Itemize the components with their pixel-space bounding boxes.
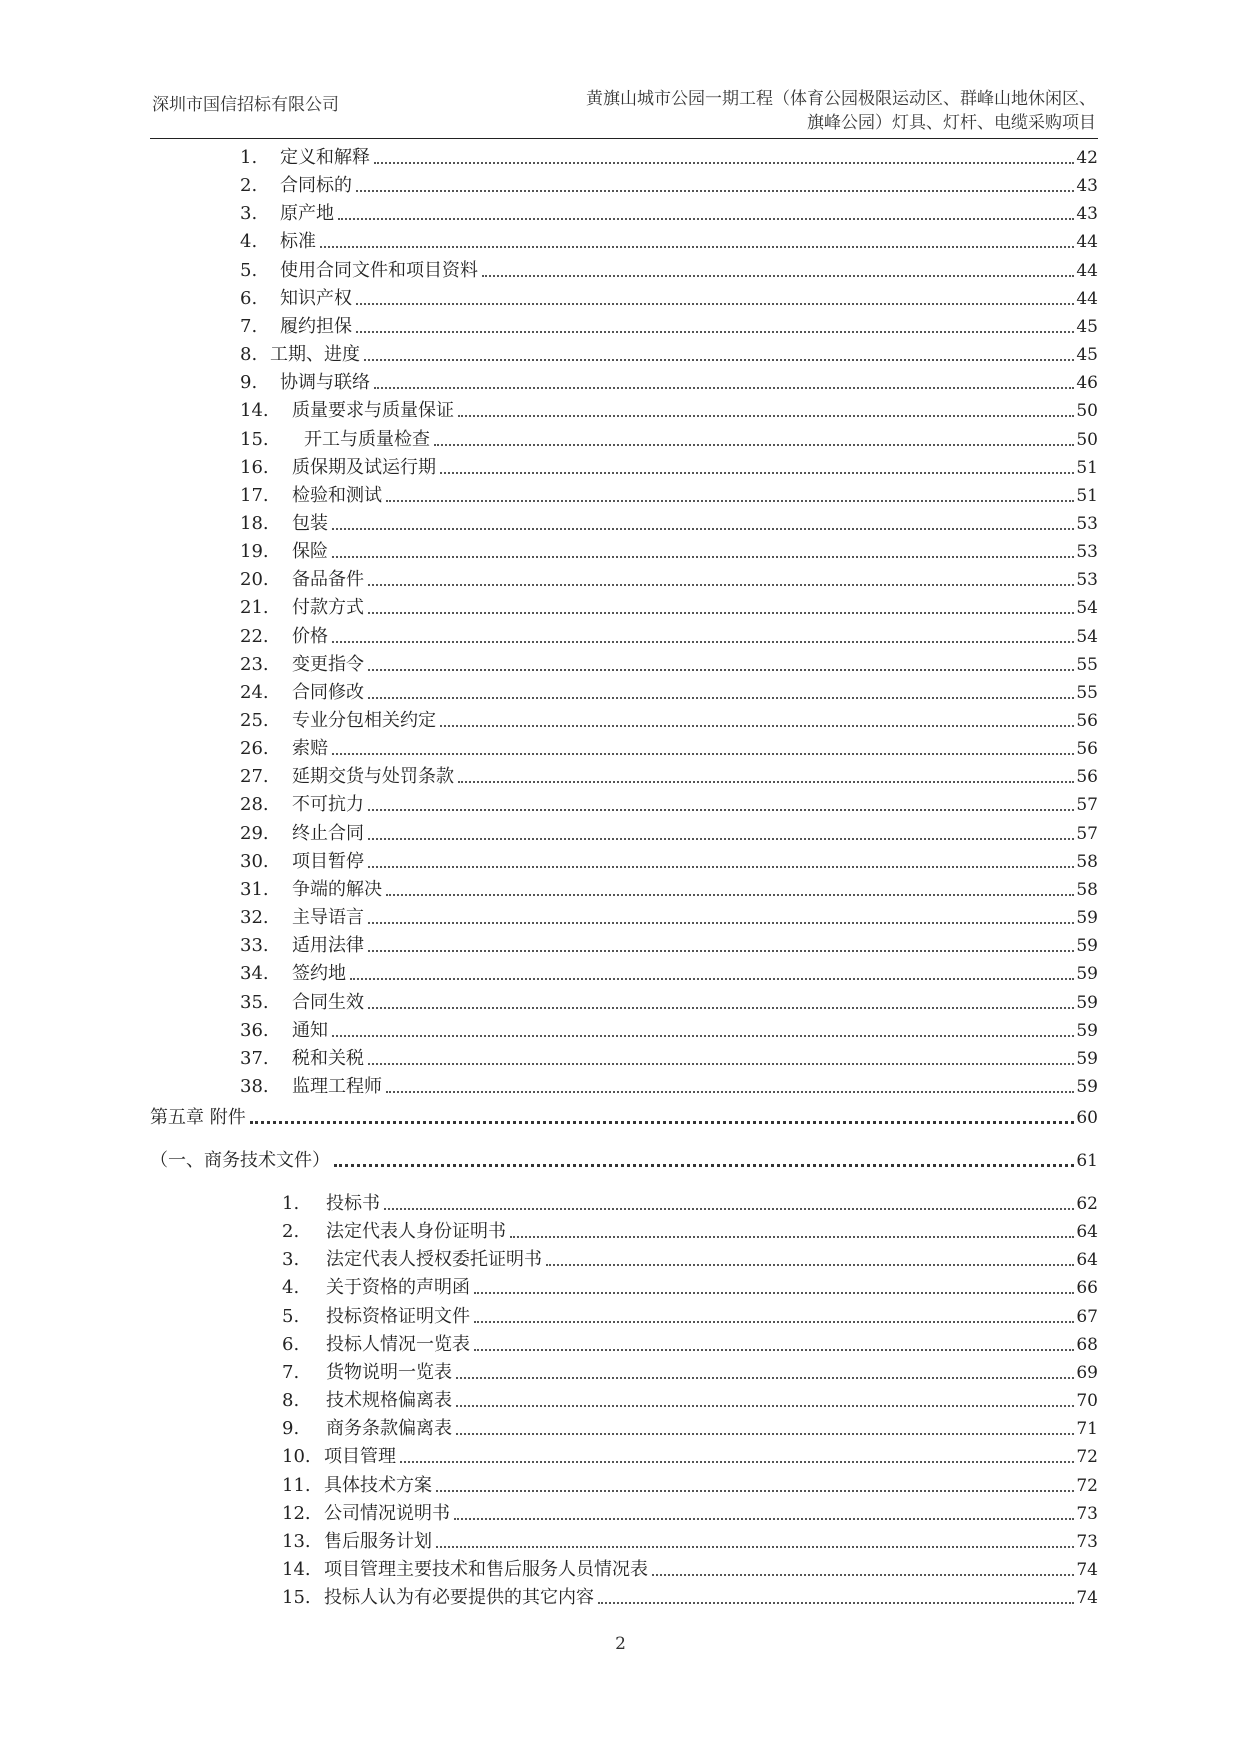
toc-item-title: 签约地 (292, 963, 346, 985)
toc-item-title: 不可抗力 (292, 794, 364, 816)
toc-leader-dots (332, 1035, 1074, 1037)
toc-leader-dots (368, 838, 1074, 840)
toc-leader-dots (250, 1121, 1075, 1124)
toc-item-number: 19. (240, 541, 269, 563)
toc-item-title: 延期交货与处罚条款 (292, 766, 454, 788)
toc-item-number: 8. (240, 344, 258, 366)
toc-item-title: 变更指令 (292, 653, 364, 675)
toc-item-title: 通知 (292, 1019, 328, 1041)
toc-page-number: 57 (1076, 795, 1098, 816)
toc-item-title: 主导语言 (292, 907, 364, 929)
toc-row[interactable] (240, 171, 1098, 197)
toc-leader-dots (332, 556, 1074, 558)
toc-item-title: 履约担保 (280, 315, 352, 337)
toc-page-number: 66 (1076, 1278, 1098, 1299)
toc-row[interactable] (282, 1442, 1098, 1468)
toc-row[interactable] (282, 1217, 1098, 1243)
toc-leader-dots (368, 809, 1074, 811)
toc-item-title: 工期、进度 (270, 344, 360, 366)
header-project-line-1: 黄旗山城市公园一期工程（体育公园极限运动区、群峰山地休闲区、 (586, 89, 1096, 109)
toc-leader-dots (386, 894, 1074, 896)
toc-item-number: 4. (240, 231, 258, 253)
toc-row[interactable] (240, 368, 1098, 394)
toc-item-title: 投标书 (326, 1193, 380, 1214)
toc-item-number: 29. (240, 822, 269, 844)
toc-item-number: 9. (240, 372, 258, 394)
toc-item-number: 30. (240, 850, 269, 872)
toc-page-number: 64 (1076, 1222, 1098, 1243)
toc-item-number: 38. (240, 1075, 269, 1097)
toc-leader-dots (458, 781, 1074, 783)
toc-row[interactable] (240, 312, 1098, 338)
toc-row[interactable] (240, 143, 1098, 169)
toc-row[interactable] (282, 1555, 1098, 1581)
toc-page-number: 71 (1076, 1419, 1098, 1440)
toc-item-title: 付款方式 (292, 597, 364, 619)
toc-page-number: 56 (1076, 739, 1098, 760)
toc-page-number: 54 (1076, 626, 1098, 647)
toc-page-number: 53 (1076, 570, 1098, 591)
toc-page-number: 53 (1076, 513, 1098, 534)
toc-item-number: 9. (282, 1418, 300, 1440)
toc-page-number: 59 (1076, 964, 1098, 985)
toc-row[interactable] (240, 847, 1098, 873)
toc-leader-dots (546, 1264, 1074, 1266)
toc-page-number: 55 (1076, 682, 1098, 703)
toc-leader-dots (436, 1490, 1074, 1492)
toc-page-number: 70 (1076, 1391, 1098, 1412)
toc-leader-dots (440, 472, 1074, 474)
toc-row[interactable] (240, 622, 1098, 648)
toc-row[interactable] (240, 903, 1098, 929)
toc-row[interactable] (240, 931, 1098, 957)
toc-row[interactable] (240, 875, 1098, 901)
toc-leader-dots (474, 1292, 1074, 1294)
toc-page-number: 54 (1076, 598, 1098, 619)
toc-page-number: 73 (1076, 1503, 1098, 1524)
toc-row[interactable] (240, 340, 1098, 366)
toc-leader-dots (368, 697, 1074, 699)
toc-item-number: 4. (282, 1277, 300, 1299)
toc-item-title: 公司情况说明书 (324, 1502, 450, 1524)
toc-row[interactable] (282, 1583, 1098, 1609)
toc-page-number: 73 (1076, 1531, 1098, 1552)
toc-leader-dots (386, 1091, 1074, 1093)
toc-row[interactable] (240, 199, 1098, 225)
toc-page-number: 59 (1076, 908, 1098, 929)
toc-item-number: 8. (282, 1390, 300, 1412)
toc-page-number: 59 (1076, 1076, 1098, 1097)
toc-leader-dots (400, 1461, 1074, 1463)
toc-leader-dots (386, 500, 1074, 502)
toc-item-number: 27. (240, 766, 269, 788)
toc-leader-dots (374, 162, 1074, 164)
toc-row[interactable] (240, 790, 1098, 816)
toc-leader-dots (436, 1546, 1074, 1548)
toc-page-number: 59 (1076, 992, 1098, 1013)
toc-item-number: 3. (282, 1249, 300, 1271)
toc-page-number: 53 (1076, 542, 1098, 563)
toc-item-title: 定义和解释 (280, 147, 370, 168)
toc-item-number: 36. (240, 1019, 269, 1041)
toc-item-title: 索赔 (292, 738, 328, 760)
toc-item-number: 26. (240, 738, 269, 760)
toc-leader-dots (320, 246, 1074, 248)
toc-item-title: 投标人情况一览表 (326, 1333, 470, 1355)
toc-leader-dots (374, 387, 1074, 389)
toc-item-title: 投标资格证明文件 (326, 1305, 470, 1327)
toc-item-title: 质量要求与质量保证 (292, 400, 454, 422)
toc-leader-dots (368, 1007, 1074, 1009)
toc-leader-dots (332, 528, 1074, 530)
toc-page-number: 59 (1076, 1048, 1098, 1069)
toc-item-number: 5. (240, 259, 258, 281)
toc-row[interactable] (240, 425, 1098, 451)
toc-item-title: 价格 (292, 625, 328, 647)
toc-page-number: 55 (1076, 654, 1098, 675)
toc-item-title: 保险 (292, 541, 328, 563)
toc-item-number: 12. (282, 1502, 311, 1524)
toc-row[interactable] (282, 1471, 1098, 1497)
toc-page-number: 69 (1076, 1362, 1098, 1383)
toc-page-number: 45 (1076, 316, 1098, 337)
header-project-line-2: 旗峰公园）灯具、灯杆、电缆采购项目 (807, 113, 1096, 133)
toc-row[interactable] (240, 1072, 1098, 1098)
toc-page-number: 44 (1076, 260, 1098, 281)
toc-page-number: 42 (1076, 148, 1098, 168)
toc-page-number: 72 (1076, 1475, 1098, 1496)
toc-page-number: 45 (1076, 345, 1098, 366)
toc-item-number: 15. (282, 1587, 311, 1609)
toc-item-number: 18. (240, 512, 269, 534)
toc-item-title: 专业分包相关约定 (292, 710, 436, 731)
toc-leader-dots (454, 1518, 1074, 1520)
toc-row[interactable] (282, 1245, 1098, 1271)
toc-leader-dots (368, 669, 1074, 671)
toc-page-number: 62 (1076, 1194, 1098, 1214)
toc-item-number: 32. (240, 907, 269, 929)
toc-page-number: 50 (1076, 429, 1098, 450)
toc-item-title: 协调与联络 (280, 372, 370, 394)
toc-row[interactable] (282, 1386, 1098, 1412)
toc-row[interactable] (240, 284, 1098, 310)
toc-leader-dots (482, 275, 1074, 277)
toc-leader-dots (334, 1164, 1074, 1167)
toc-leader-dots (332, 753, 1074, 755)
toc-page-number: 61 (1076, 1151, 1098, 1171)
toc-leader-dots (350, 978, 1074, 980)
toc-item-title: 使用合同文件和项目资料 (280, 259, 478, 281)
toc-leader-dots (458, 415, 1074, 417)
toc-row[interactable] (240, 453, 1098, 479)
toc-page-number: 44 (1076, 232, 1098, 253)
toc-item-number: 22. (240, 625, 269, 647)
toc-item-number: 6. (240, 287, 258, 309)
toc-leader-dots (456, 1405, 1074, 1407)
toc-item-title: 检验和测试 (292, 484, 382, 506)
toc-item-title: 项目暂停 (292, 850, 364, 872)
toc-page-number: 64 (1076, 1250, 1098, 1271)
toc-item-number: 7. (240, 315, 258, 337)
toc-leader-dots (652, 1574, 1074, 1576)
toc-row[interactable] (240, 706, 1098, 732)
toc-item-title: 法定代表人授权委托证明书 (326, 1249, 542, 1271)
toc-item-number: 28. (240, 794, 269, 816)
toc-row[interactable] (282, 1189, 1098, 1215)
toc-leader-dots (510, 1236, 1074, 1238)
toc-item-number: 15. (240, 428, 269, 450)
toc-row[interactable] (240, 509, 1098, 535)
toc-item-title: 法定代表人身份证明书 (326, 1221, 506, 1243)
toc-item-number: 7. (282, 1361, 300, 1383)
toc-item-title: 合同标的 (280, 175, 352, 197)
toc-leader-dots (368, 922, 1074, 924)
toc-leader-dots (338, 218, 1074, 220)
toc-item-number: 24. (240, 681, 269, 703)
toc-row[interactable] (282, 1330, 1098, 1356)
toc-page-number: 59 (1076, 936, 1098, 957)
toc-page-number: 74 (1076, 1588, 1098, 1609)
toc-leader-dots (368, 1063, 1074, 1065)
toc-page-number: 59 (1076, 1020, 1098, 1041)
header-company: 深圳市国信招标有限公司 (152, 95, 339, 115)
toc-item-title: 合同修改 (292, 681, 364, 703)
toc-item-title: 税和关税 (292, 1047, 364, 1069)
toc-row[interactable] (240, 734, 1098, 760)
toc-item-number: 37. (240, 1047, 269, 1069)
toc-page-number: 51 (1076, 457, 1098, 478)
toc-item-number: 1. (282, 1193, 300, 1214)
toc-item-title: 终止合同 (292, 822, 364, 844)
toc-item-number: 21. (240, 597, 269, 619)
toc-item-title: 质保期及试运行期 (292, 456, 436, 478)
toc-item-number: 33. (240, 935, 269, 957)
toc-item-number: 11. (282, 1474, 311, 1496)
toc-item-title: 合同生效 (292, 991, 364, 1013)
toc-leader-dots (456, 1433, 1074, 1435)
toc-leader-dots (368, 950, 1074, 952)
toc-row[interactable] (240, 481, 1098, 507)
toc-row[interactable] (240, 762, 1098, 788)
toc-page-number: 56 (1076, 711, 1098, 731)
toc-item-title: 第五章 附件 (150, 1107, 246, 1128)
toc-page-number: 57 (1076, 823, 1098, 844)
toc-item-number: 35. (240, 991, 269, 1013)
toc-row[interactable] (240, 1016, 1098, 1042)
toc-leader-dots (598, 1602, 1074, 1604)
toc-item-title: 技术规格偏离表 (326, 1390, 452, 1412)
toc-page-number: 58 (1076, 851, 1098, 872)
toc-leader-dots (364, 359, 1074, 361)
toc-item-title: 关于资格的声明函 (326, 1277, 470, 1299)
toc-item-title: 售后服务计划 (324, 1530, 432, 1552)
toc-row[interactable] (282, 1358, 1098, 1384)
toc-row[interactable] (282, 1414, 1098, 1440)
toc-leader-dots (368, 866, 1074, 868)
toc-leader-dots (368, 612, 1074, 614)
toc-item-title: 争端的解决 (292, 878, 382, 900)
toc-item-title: 备品备件 (292, 569, 364, 591)
toc-item-number: 16. (240, 456, 269, 478)
toc-leader-dots (384, 1208, 1074, 1210)
toc-leader-dots (356, 190, 1074, 192)
toc-item-number: 5. (282, 1305, 300, 1327)
toc-item-number: 34. (240, 963, 269, 985)
toc-leader-dots (474, 1349, 1074, 1351)
toc-item-number: 3. (240, 203, 258, 225)
toc-page-number: 74 (1076, 1559, 1098, 1580)
toc-leader-dots (456, 1377, 1074, 1379)
toc-item-title: 适用法律 (292, 935, 364, 957)
page-number: 2 (615, 1634, 626, 1654)
toc-item-number: 2. (282, 1221, 300, 1243)
toc-item-number: 13. (282, 1530, 311, 1552)
toc-row[interactable] (282, 1302, 1098, 1328)
toc-item-title: 商务条款偏离表 (326, 1418, 452, 1440)
toc-row[interactable] (240, 565, 1098, 591)
toc-item-title: 知识产权 (280, 287, 352, 309)
toc-page-number: 58 (1076, 879, 1098, 900)
toc-leader-dots (434, 444, 1074, 446)
toc-item-number: 14. (240, 400, 269, 422)
toc-item-title: 项目管理主要技术和售后服务人员情况表 (324, 1558, 648, 1580)
toc-item-number: 14. (282, 1558, 311, 1580)
toc-row[interactable] (240, 819, 1098, 845)
toc-page-number: 44 (1076, 288, 1098, 309)
toc-chapter-row[interactable] (150, 1103, 1098, 1129)
toc-item-title: 包装 (292, 512, 328, 534)
toc-item-number: 20. (240, 569, 269, 591)
toc-item-number: 23. (240, 653, 269, 675)
toc-row[interactable] (240, 256, 1098, 282)
toc-item-title: 开工与质量检查 (304, 428, 430, 450)
toc-page-number: 68 (1076, 1334, 1098, 1355)
toc-item-title: 标准 (280, 231, 316, 253)
toc-row[interactable] (282, 1273, 1098, 1299)
toc-item-number: 6. (282, 1333, 300, 1355)
toc-page-number: 43 (1076, 176, 1098, 197)
toc-item-title: 投标人认为有必要提供的其它内容 (324, 1587, 594, 1609)
toc-leader-dots (440, 725, 1074, 727)
toc-leader-dots (332, 641, 1074, 643)
toc-item-title: 具体技术方案 (324, 1474, 432, 1496)
toc-page-number: 60 (1076, 1108, 1098, 1128)
toc-row[interactable] (240, 678, 1098, 704)
toc-item-title: 监理工程师 (292, 1075, 382, 1097)
toc-item-number: 10. (282, 1446, 311, 1468)
toc-leader-dots (368, 584, 1074, 586)
toc-page-number: 51 (1076, 485, 1098, 506)
toc-page-number: 72 (1076, 1447, 1098, 1468)
toc-page-number: 43 (1076, 204, 1098, 225)
toc-row[interactable] (240, 650, 1098, 676)
toc-leader-dots (474, 1321, 1074, 1323)
toc-item-number: 25. (240, 710, 269, 731)
toc-page-number: 67 (1076, 1306, 1098, 1327)
toc-page-number: 50 (1076, 401, 1098, 422)
toc-leader-dots (356, 303, 1074, 305)
toc-item-title: 项目管理 (324, 1446, 396, 1468)
toc-row[interactable] (240, 988, 1098, 1014)
toc-item-title: 货物说明一览表 (326, 1361, 452, 1383)
toc-row[interactable] (240, 227, 1098, 253)
toc-item-number: 31. (240, 878, 269, 900)
toc-row[interactable] (240, 959, 1098, 985)
toc-row[interactable] (240, 537, 1098, 563)
toc-page-number: 56 (1076, 767, 1098, 788)
toc-row[interactable] (282, 1499, 1098, 1525)
toc-row[interactable] (240, 593, 1098, 619)
toc-chapter-row[interactable] (150, 1146, 1098, 1172)
toc-leader-dots (356, 331, 1074, 333)
toc-item-number: 1. (240, 147, 258, 168)
toc-item-number: 17. (240, 484, 269, 506)
toc-row[interactable] (282, 1527, 1098, 1553)
toc-row[interactable] (240, 396, 1098, 422)
toc-item-title: （一、商务技术文件） (150, 1150, 330, 1171)
toc-row[interactable] (240, 1044, 1098, 1070)
toc-item-number: 2. (240, 175, 258, 197)
toc-page-number: 46 (1076, 373, 1098, 394)
toc-item-title: 原产地 (280, 203, 334, 225)
